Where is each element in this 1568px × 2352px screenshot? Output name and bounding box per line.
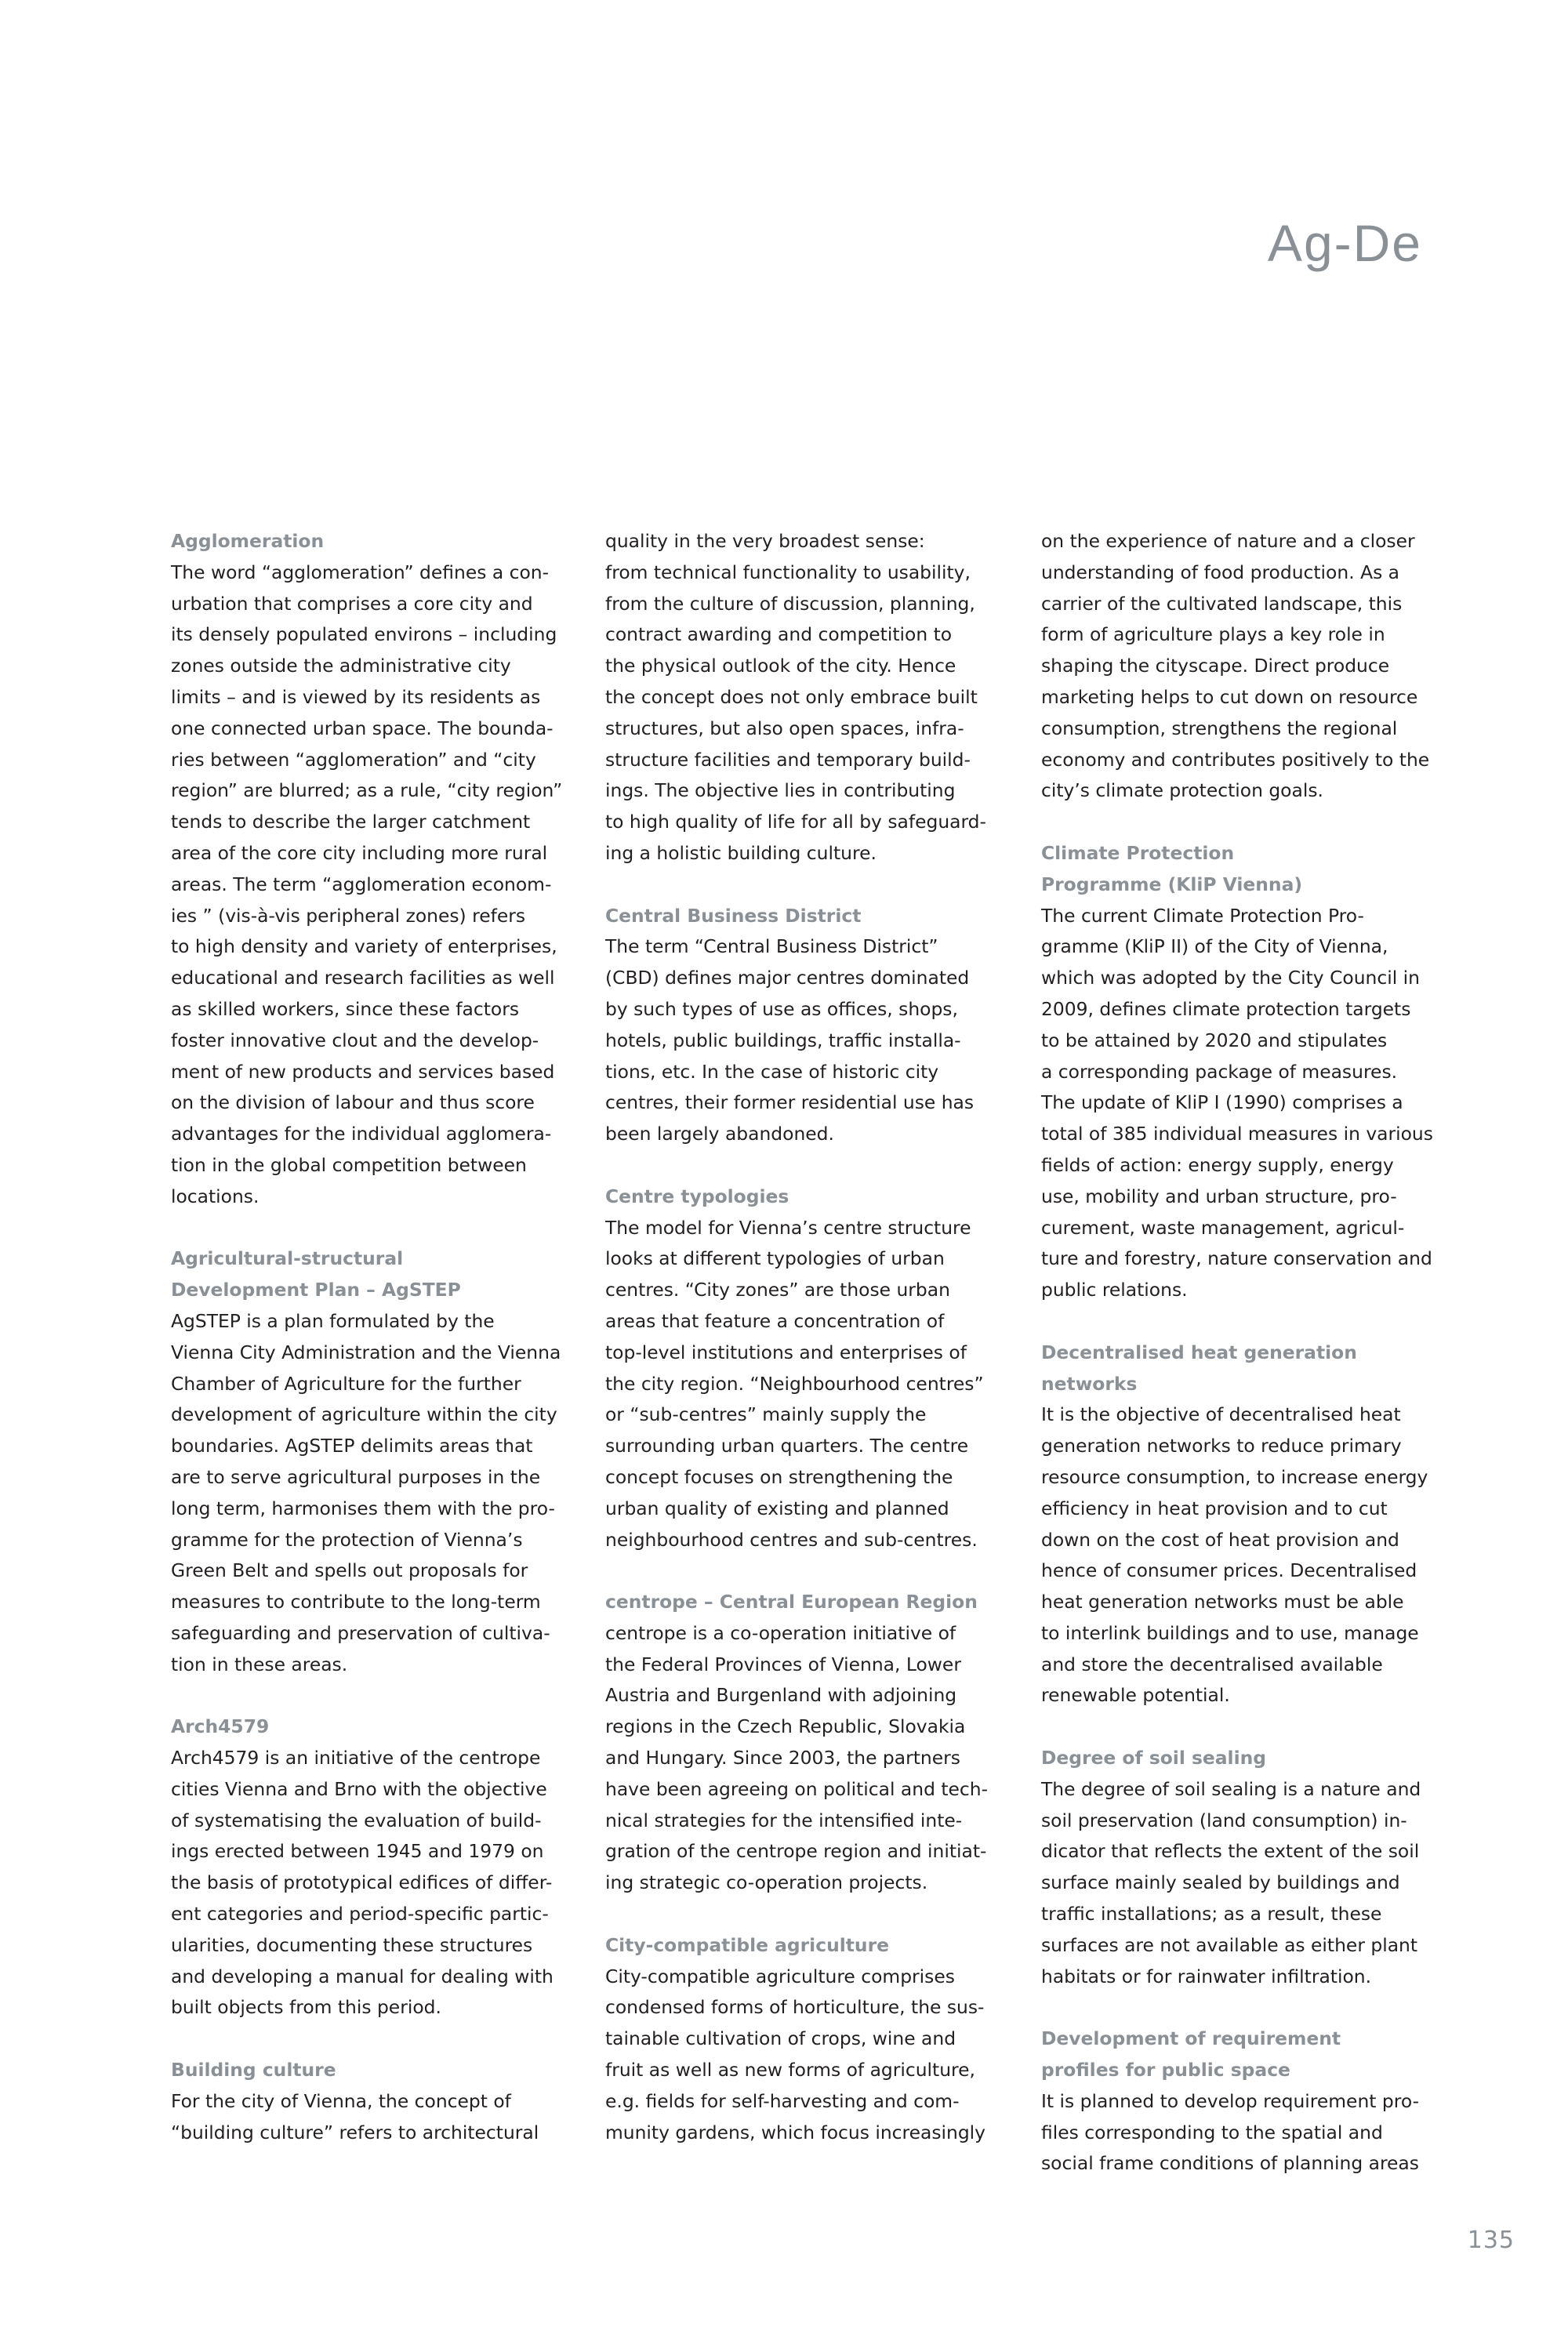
glossary-entry	[171, 1243, 579, 1680]
glossary-definition: quality in the very broadest sense: from technical functionality to usability, from the culture of discussion, planning, contract awarding and competition to the physical outlook of the city. Hence the concept does not only embrace built structures, but also open spaces, infra- structure facilities and temporary build- ings. The objective lies in contributing to high quality of life for all by safeguard- ing a holistic building culture.	[605, 530, 986, 864]
glossary-definition: The model for Vienna’s centre structure looks at different typologies of urban centres. “City zones” are those urban areas that feature a concentration of top-level institutions and enterprises of the city region. “Neighbourhood centres” or “sub-centres” mainly supply the surrounding urban quarters. The centre concept focuses on strengthening the urban quality of existing and planned neighbourhood centres and sub-centres.	[605, 1216, 984, 1551]
glossary-entry	[605, 1181, 1013, 1556]
glossary-entry	[1041, 2024, 1457, 2180]
glossary-definition: The word “agglomeration” defines a con- urbation that comprises a core city and its densely populated environs – including zones outside the administrative city limits – and is viewed by its residents as one connected urban space. The bounda- ries between “agglomeration” and “city region” are blurred; as a rule, “city region” tends to describe the larger catchment area of the core city including more rural areas. The term “agglomeration econom- ies ” (vis-à-vis peripheral zones) refers to high density and variety of enterprises, educational and research facilities as well as skilled workers, since these factors foster innovative clout and the develop- ment of new products and services based on the division of labour and thus score advantages for the individual agglomera- tion in the global competition between locations.	[171, 561, 563, 1207]
glossary-term: Climate Protection Programme (KliP Vienna)	[1041, 841, 1303, 895]
glossary-definition: For the city of Vienna, the concept of “building culture” refers to architectural	[171, 2089, 539, 2143]
glossary-term: City-compatible agriculture	[605, 1933, 889, 1956]
glossary-definition: AgSTEP is a plan formulated by the Vienna City Administration and the Vienna Chamber of Agriculture for the further development of agriculture within the city boundaries. AgSTEP delimits areas that are to serve agricultural purposes in the long term, harmonises them with the pro- gramme for the protection of Vienna’s Green Belt and spells out proposals for measures to contribute to the long-term safeguarding and preservation of cultiva- tion in these areas.	[171, 1309, 561, 1675]
section-title: Ag-De	[1267, 214, 1422, 272]
page-number: 135	[1467, 2227, 1515, 2254]
glossary-term: Agglomeration	[171, 530, 325, 552]
glossary-term: Central Business District	[605, 904, 862, 927]
glossary-entry	[605, 901, 1013, 1150]
glossary-term: Building culture	[171, 2059, 336, 2082]
glossary-term: Degree of soil sealing	[1041, 1747, 1266, 1769]
glossary-entry	[1041, 838, 1457, 1306]
glossary-definition: The term “Central Business District” (CBD) defines major centres dominated by such types of use as offices, shops, hotels, public buildings, traffic installa- tions, etc. In the case of historic city centres, their former residential use has been largely abandoned.	[605, 935, 975, 1145]
text-column-1	[171, 526, 579, 2180]
glossary-entry	[1041, 1743, 1457, 1992]
text-column-3	[1041, 526, 1457, 2211]
glossary-term: Development of requirement profiles for public space	[1041, 2027, 1341, 2082]
glossary-definition: City-compatible agriculture comprises condensed forms of horticulture, the sus- tainable cultivation of crops, wine and fruit as well as new forms of agriculture, e.g. fields for self-harvesting and com- munity gardens, which focus increasingly	[605, 1965, 986, 2143]
glossary-definition: Arch4579 is an initiative of the centrope cities Vienna and Brno with the objective of systematising the evaluation of build- ings erected between 1945 and 1979 on the basis of prototypical edifices of differ- ent categories and period-specific partic- ularities, documenting these structures and developing a manual for dealing with built objects from this period.	[171, 1747, 554, 2019]
glossary-term: Decentralised heat generation networks	[1041, 1341, 1357, 1395]
glossary-term: centrope – Central European Region	[605, 1591, 978, 1613]
glossary-term: Centre typologies	[605, 1185, 789, 1207]
glossary-entry	[605, 1930, 1013, 2149]
text-column-2	[605, 526, 1013, 2180]
glossary-term: Arch4579	[171, 1715, 270, 1738]
glossary-definition: It is the objective of decentralised heat generation networks to reduce primary resource consumption, to increase energy efficiency in heat provision and to cut down on the cost of heat provision and hence of consumer prices. Decentralised heat generation networks must be able to interlink buildings and to use, manage and store the decentralised available renewable potential.	[1041, 1403, 1428, 1707]
glossary-entry	[1041, 1338, 1457, 1712]
glossary-definition: centrope is a co-operation initiative of the Federal Provinces of Vienna, Lower Austria and Burgenland with adjoining regions in the Czech Republic, Slovakia and Hungary. Since 2003, the partners have been agreeing on political and tech- nical strategies for the intensified inte- gration of the centrope region and initiat- ing strategic co-operation projects.	[605, 1621, 989, 1894]
glossary-entry	[171, 1711, 579, 2024]
glossary-definition: The degree of soil sealing is a nature and soil preservation (land consumption) in- dicator that reflects the extent of the soil surface mainly sealed by buildings and traffic installations; as a result, these surfaces are not available as either plant habitats or for rainwater infiltration.	[1041, 1777, 1421, 1987]
glossary-entry	[1041, 526, 1457, 807]
glossary-term: Agricultural-structural Development Plan – AgSTEP	[171, 1247, 461, 1301]
glossary-entry	[605, 526, 1013, 869]
glossary-entry	[171, 526, 579, 1213]
glossary-entry	[171, 2055, 579, 2148]
glossary-definition: on the experience of nature and a closer understanding of food production. As a carrier of the cultivated landscape, this form of agriculture plays a key role in shaping the cityscape. Direct produce marketing helps to cut down on resource consumption, strengthens the regional economy and contributes positively to the city’s climate protection goals.	[1041, 530, 1430, 802]
glossary-entry	[605, 1587, 1013, 1899]
glossary-definition: The current Climate Protection Pro- gramme (KliP II) of the City of Vienna, which was adopted by the City Council in 2009, defines climate protection targets to be attained by 2020 and stipulates a corresponding package of measures. The update of KliP I (1990) comprises a total of 385 individual measures in various fields of action: energy supply, energy use, mobility and urban structure, pro- curement, waste management, agricul- ture and forestry, nature conservation and public relations.	[1041, 904, 1433, 1301]
glossary-definition: It is planned to develop requirement pro- files corresponding to the spatial and social frame conditions of planning areas	[1041, 2089, 1420, 2175]
